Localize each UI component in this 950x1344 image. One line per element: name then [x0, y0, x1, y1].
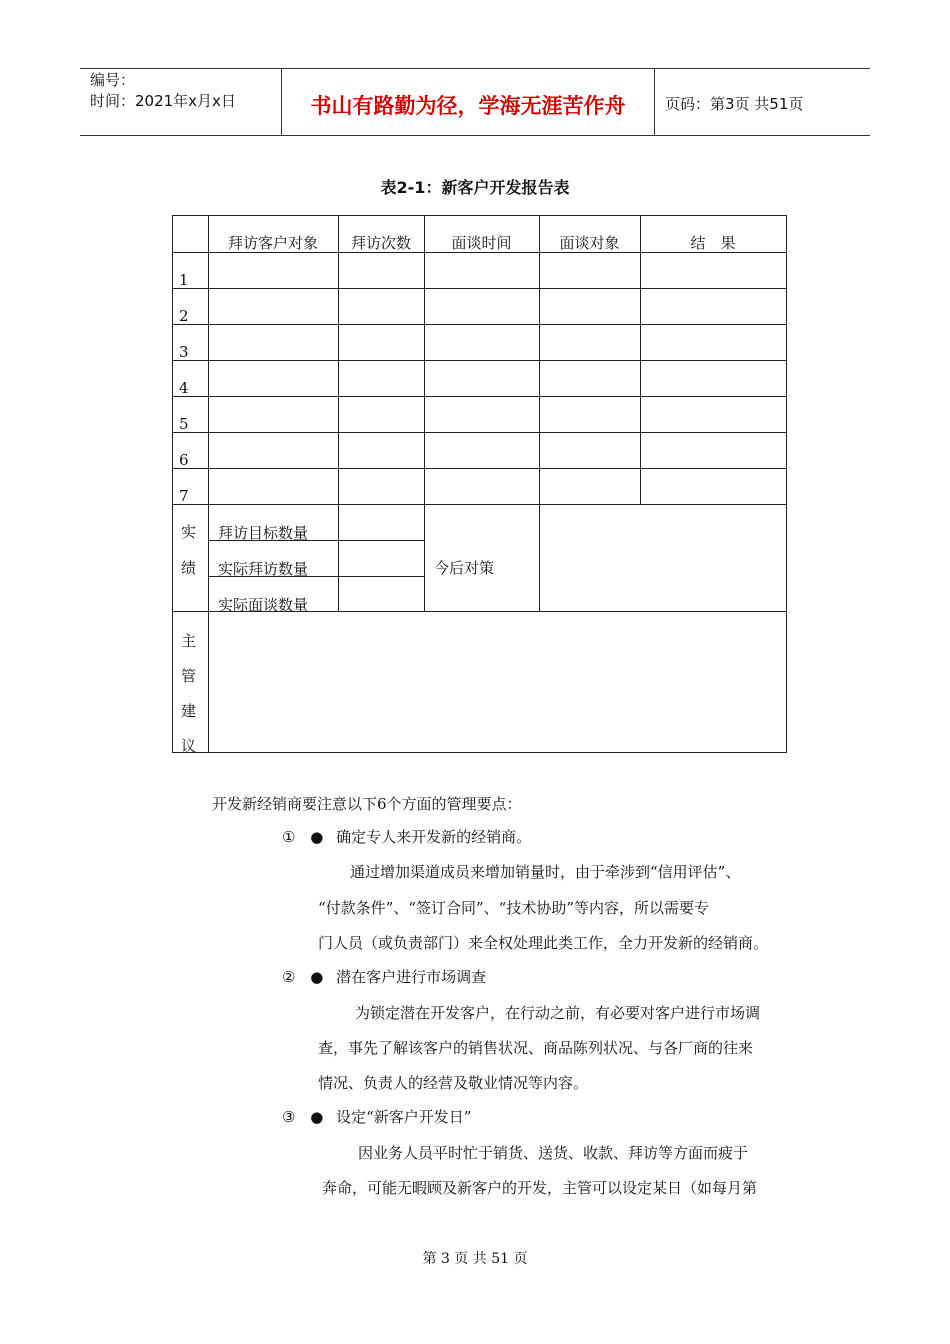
table-rule: [172, 215, 173, 753]
item-marker: ③: [282, 1108, 296, 1126]
document-time: 时间：2021年x月x日: [90, 92, 236, 110]
table-title: 表2-1：新客户开发报告表: [380, 178, 570, 197]
table-rule: [208, 611, 209, 753]
item-marker: ②: [282, 968, 296, 986]
column-header: 拜访客户对象: [227, 234, 318, 252]
strategy-label: 今后对策: [434, 559, 495, 577]
table-rule: [640, 215, 641, 505]
item-heading: 确定专人来开发新的经销商。: [336, 828, 532, 846]
table-rule: [172, 504, 787, 505]
row-number: 4: [179, 379, 189, 397]
row-number: 6: [179, 451, 189, 469]
supervisor-label: 建: [181, 702, 197, 720]
bullet-icon: ●: [310, 1108, 324, 1126]
header-motto: 书山有路勤为径，学海无涯苦作舟: [310, 94, 626, 118]
supervisor-label: 主: [181, 632, 197, 650]
performance-label: 实: [181, 523, 197, 541]
table-rule: [172, 360, 787, 361]
paragraph-line: 查，事先了解该客户的销售状况、商品陈列状况、与各厂商的往来: [318, 1039, 754, 1057]
column-header: 拜访次数: [350, 234, 411, 252]
table-rule: [786, 215, 787, 753]
supervisor-label: 管: [181, 667, 197, 685]
table-rule: [208, 215, 209, 612]
list-item: [282, 966, 486, 987]
paragraph-line: 因业务人员平时忙于销货、送货、收款、拜访等方面而疲于: [358, 1144, 749, 1162]
performance-item: 实际拜访数量: [218, 560, 309, 578]
performance-label: 绩: [181, 559, 197, 577]
item-heading: 设定“新客户开发日”: [336, 1108, 472, 1126]
row-number: 2: [179, 307, 189, 325]
table-rule: [539, 215, 540, 612]
page-footer: 第 3 页 共 51 页: [422, 1251, 528, 1267]
paragraph-line: 奔命，可能无暇顾及新客户的开发，主管可以设定某日（如每月第: [322, 1179, 758, 1197]
performance-item: 拜访目标数量: [218, 524, 309, 542]
item-marker: ①: [282, 828, 296, 846]
row-number: 7: [179, 487, 189, 505]
table-rule: [172, 432, 787, 433]
table-rule: [172, 396, 787, 397]
column-header: 面谈时间: [451, 234, 512, 252]
row-number: 5: [179, 415, 189, 433]
table-rule: [338, 215, 339, 612]
paragraph-line: 情况、负责人的经营及敬业情况等内容。: [318, 1074, 589, 1092]
bullet-icon: ●: [310, 828, 324, 846]
item-heading: 潜在客户进行市场调查: [336, 968, 487, 986]
paragraph-line: 门人员（或负责部门）来全权处理此类工作，全力开发新的经销商。: [318, 934, 769, 952]
paragraph-line: 通过增加渠道成员来增加销量时，由于牵涉到“信用评估”、: [350, 863, 741, 881]
table-rule: [172, 215, 787, 216]
paragraph-line: “付款条件”、“签订合同”、“技术协助”等内容，所以需要专: [318, 899, 710, 917]
paragraph-line: 为锁定潜在开发客户，在行动之前，有必要对客户进行市场调: [355, 1004, 761, 1022]
list-item: [282, 1106, 471, 1127]
table-rule: [172, 752, 787, 753]
row-number: 3: [179, 343, 189, 361]
column-header: 面谈对象: [559, 234, 620, 252]
supervisor-label: 议: [181, 737, 197, 755]
list-item: [282, 826, 531, 847]
table-rule: [424, 215, 425, 612]
row-number: 1: [179, 271, 189, 289]
performance-item: 实际面谈数量: [218, 596, 309, 614]
table-rule: [172, 324, 787, 325]
bullet-icon: ●: [310, 968, 324, 986]
intro-text: 开发新经销商要注意以下6个方面的管理要点：: [212, 795, 522, 813]
document-number: 编号：: [90, 71, 136, 89]
table-rule: [172, 468, 787, 469]
table-rule: [172, 288, 787, 289]
column-header: 结 果: [690, 234, 736, 252]
header-page-info: 页码：第3页 共51页: [665, 95, 804, 113]
